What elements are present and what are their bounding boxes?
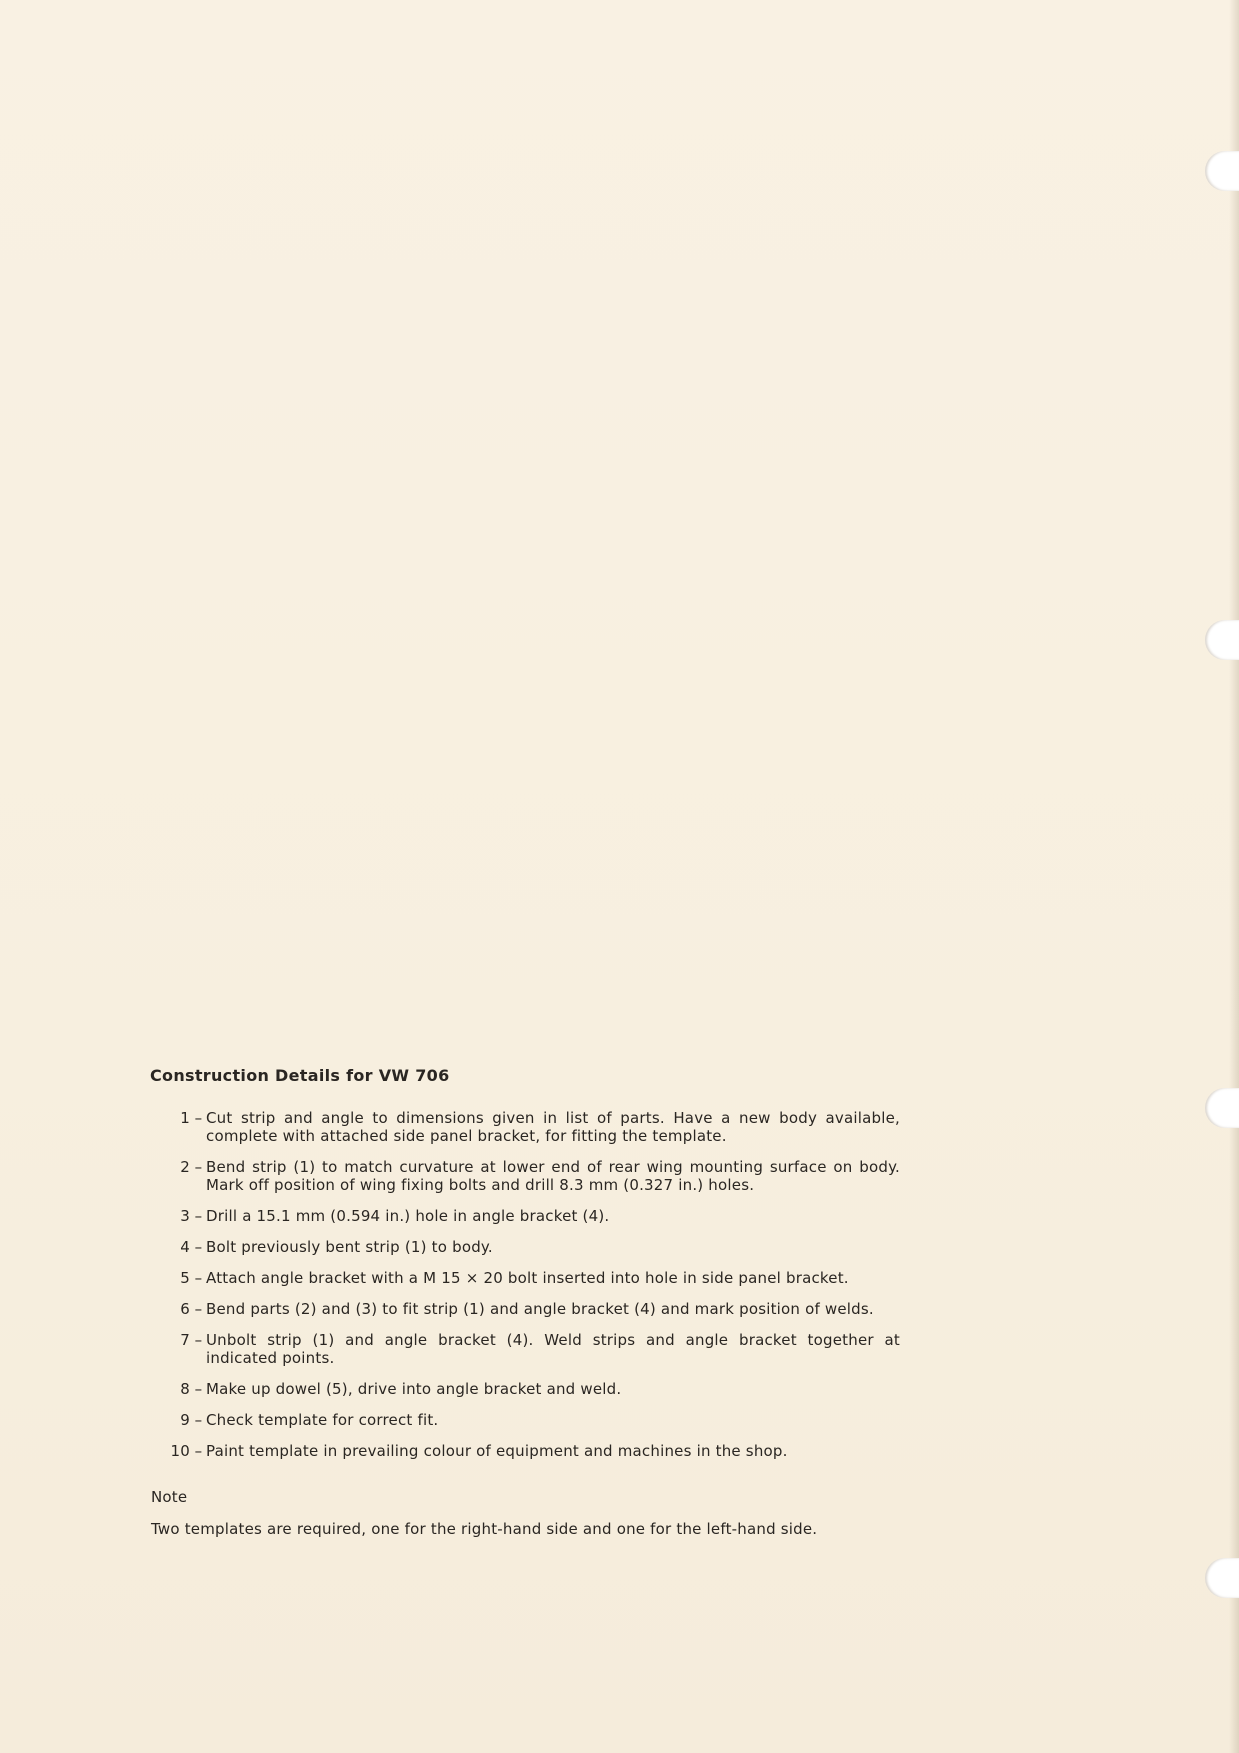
step-text: Bolt previously bent strip (1) to body. [206,1238,493,1256]
step-dash: – [194,1411,203,1429]
step-number: 3 [180,1207,190,1225]
step-text: Paint template in prevailing colour of equipment and machines in the shop. [206,1442,788,1460]
step-dash: – [194,1238,203,1256]
step-number: 9 [180,1411,190,1429]
step-dash: – [194,1269,203,1287]
list-item [150,1411,900,1429]
step-dash: – [194,1158,203,1176]
note-text: Two templates are required, one for the right-hand side and one for the left-hand side. [151,1520,818,1538]
step-dash: – [194,1442,203,1460]
list-item [150,1380,900,1398]
step-text: Attach angle bracket with a M 15 × 20 bolt inserted into hole in side panel bracket. [206,1269,849,1287]
step-text: Bend parts (2) and (3) to fit strip (1) and angle bracket (4) and mark position of welds. [206,1300,874,1318]
punch-hole [1205,151,1239,191]
step-number: 2 [180,1158,190,1176]
step-text: Check template for correct fit. [206,1411,439,1429]
list-item [150,1269,900,1287]
note-heading: Note [151,1488,188,1506]
step-number: 6 [180,1300,190,1318]
construction-details-section [150,1066,900,1538]
step-number: 8 [180,1380,190,1398]
list-item [150,1238,900,1256]
step-number: 4 [180,1238,190,1256]
step-text: Unbolt strip (1) and angle bracket (4). Weld strips and angle bracket together at indicated points. [206,1331,900,1367]
step-text: Cut strip and angle to dimensions given in list of parts. Have a new body available, complete with attached side panel bracket, for fitting the template. [206,1109,900,1145]
step-dash: – [194,1331,203,1349]
step-number: 7 [180,1331,190,1349]
punch-hole [1205,1558,1239,1598]
page-edge-shadow [1229,0,1239,1753]
section-title: Construction Details for VW 706 [150,1066,450,1085]
step-text: Make up dowel (5), drive into angle bracket and weld. [206,1380,622,1398]
list-item [150,1207,900,1225]
list-item [150,1442,900,1460]
step-dash: – [194,1109,203,1127]
step-number: 5 [180,1269,190,1287]
step-number: 1 [180,1109,190,1127]
list-item [150,1109,900,1145]
punch-hole [1205,620,1239,660]
step-list [150,1109,900,1460]
list-item [150,1331,900,1367]
step-text: Bend strip (1) to match curvature at lower end of rear wing mounting surface on body. Mark off position of wing fixing bolts and drill 8.3 mm (0.327 in.) holes. [206,1158,900,1194]
step-dash: – [194,1380,203,1398]
step-text: Drill a 15.1 mm (0.594 in.) hole in angle bracket (4). [206,1207,610,1225]
step-number: 10 [170,1442,190,1460]
list-item [150,1158,900,1194]
step-dash: – [194,1300,203,1318]
list-item [150,1300,900,1318]
step-dash: – [194,1207,203,1225]
punch-hole [1205,1088,1239,1128]
